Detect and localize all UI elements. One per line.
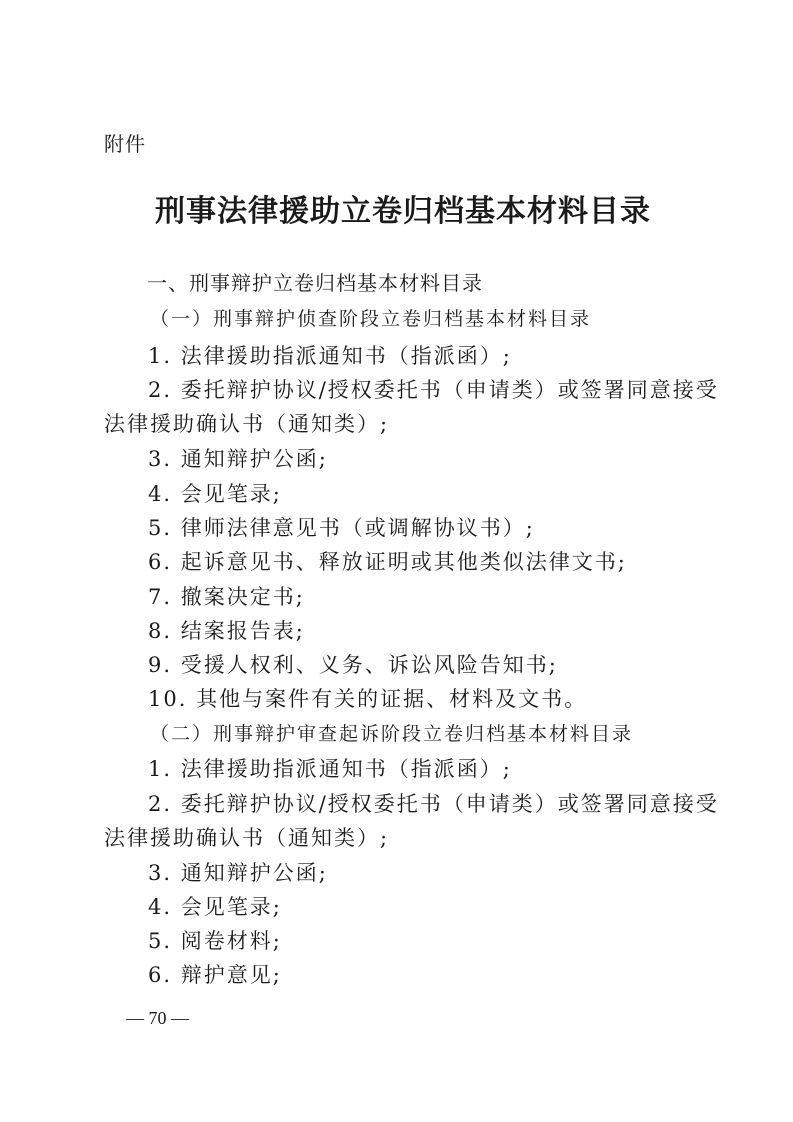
part-1-item-3: 3. 通知辩护公函; bbox=[148, 447, 328, 471]
part-1-item-5: 5. 律师法律意见书（或调解协议书）; bbox=[148, 516, 535, 540]
part-1-item-1: 1. 法律援助指派通知书（指派函）; bbox=[148, 344, 512, 368]
part-2-item-3: 3. 通知辩护公函; bbox=[148, 861, 328, 885]
part-1-item-4: 4. 会见笔录; bbox=[148, 482, 282, 506]
part-1-item-6: 6. 起诉意见书、释放证明或其他类似法律文书; bbox=[148, 550, 627, 574]
part-1-item-9: 9. 受援人权利、义务、诉讼风险告知书; bbox=[148, 653, 558, 677]
section-1-heading: 一、刑事辩护立卷归档基本材料目录 bbox=[147, 271, 483, 295]
part-1-item-2-cont: 法律援助确认书（通知类）; bbox=[104, 412, 390, 436]
part-2-item-4: 4. 会见笔录; bbox=[148, 895, 282, 919]
attachment-label: 附件 bbox=[104, 132, 146, 156]
part-2-item-2: 2. 委托辩护协议/授权委托书（申请类）或签署同意接受 bbox=[148, 792, 719, 816]
part-2-item-6: 6. 辩护意见; bbox=[148, 963, 282, 987]
document-title: 刑事法律援助立卷归档基本材料目录 bbox=[155, 194, 651, 229]
part-2-item-1: 1. 法律援助指派通知书（指派函）; bbox=[148, 757, 512, 781]
page-number: — 70 — bbox=[126, 1008, 189, 1028]
part-1-item-10: 10. 其他与案件有关的证据、材料及文书。 bbox=[148, 687, 588, 711]
part-1-item-7: 7. 撤案决定书; bbox=[148, 585, 305, 609]
part-2-item-2-cont: 法律援助确认书（通知类）; bbox=[104, 826, 390, 850]
part-2-item-5: 5. 阅卷材料; bbox=[148, 929, 282, 953]
part-1-item-8: 8. 结案报告表; bbox=[148, 619, 305, 643]
part-2-heading: （二）刑事辩护审查起诉阶段立卷归档基本材料目录 bbox=[150, 723, 634, 745]
part-1-item-2: 2. 委托辩护协议/授权委托书（申请类）或签署同意接受 bbox=[148, 378, 719, 402]
part-1-heading: （一）刑事辩护侦查阶段立卷归档基本材料目录 bbox=[150, 308, 592, 330]
